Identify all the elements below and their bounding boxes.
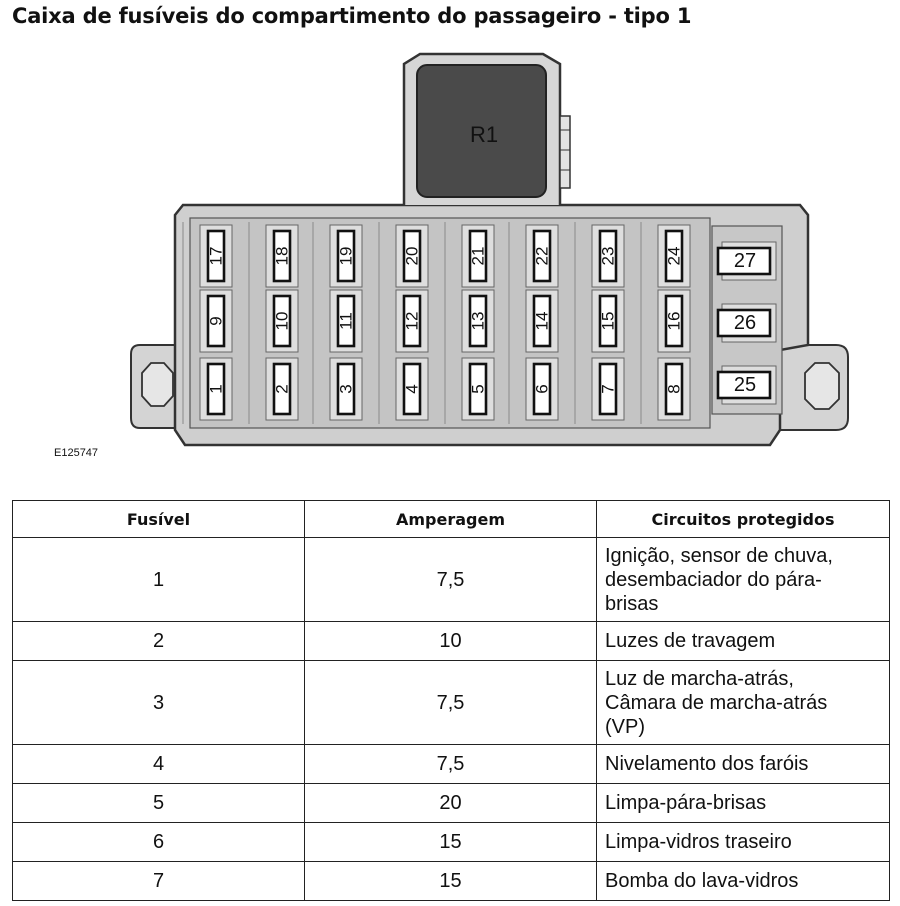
fuse-4	[396, 358, 428, 420]
circuits	[597, 622, 890, 661]
table-header-row	[13, 501, 890, 538]
fuse-7	[592, 358, 624, 420]
fuse-label: 6	[532, 384, 552, 394]
fuse-label: 15	[598, 311, 618, 331]
table-row	[13, 862, 890, 901]
side-fuses	[718, 242, 776, 404]
fuse-3	[330, 358, 362, 420]
fuse-2	[266, 358, 298, 420]
circuit-line: (VP)	[605, 715, 645, 738]
figure-code: E125747	[54, 447, 99, 459]
amperage: 20	[305, 784, 597, 823]
fuse-number: 5	[13, 784, 305, 823]
fuse-number: 1	[13, 538, 305, 622]
fuse-label: 8	[664, 384, 684, 394]
fuse-label: 3	[336, 384, 356, 394]
amperage: 7,5	[305, 538, 597, 622]
fuse-label: 22	[532, 246, 552, 266]
amperage: 10	[305, 622, 597, 661]
page-title: Caixa de fusíveis do compartimento do passageiro - tipo 1	[12, 4, 692, 28]
fuse-1	[200, 358, 232, 420]
table-row	[13, 661, 890, 745]
circuit-line: Ignição, sensor de chuva,	[605, 544, 833, 567]
fuse-label: 10	[272, 311, 292, 331]
circuit-line: Câmara de marcha-atrás	[605, 691, 828, 714]
circuit-line: Luz de marcha-atrás,	[605, 667, 794, 690]
circuit-line: Limpa-pára-brisas	[605, 792, 767, 814]
fuse-label: 27	[733, 250, 757, 272]
circuits	[597, 823, 890, 862]
fuse-label: 20	[402, 246, 422, 266]
right-mounting-tab	[780, 345, 848, 430]
circuit-line: Bomba do lava-vidros	[605, 870, 799, 892]
fuse-18	[266, 225, 298, 287]
header-circuits: Circuitos protegidos	[597, 501, 890, 538]
fuse-20	[396, 225, 428, 287]
fuse-26	[718, 304, 776, 342]
table-row	[13, 823, 890, 862]
fuse-number: 7	[13, 862, 305, 901]
fuse-24	[658, 225, 690, 287]
amperage: 15	[305, 823, 597, 862]
fuse-label: 1	[206, 384, 226, 394]
fuse-11	[330, 290, 362, 352]
fuse-label: 2	[272, 384, 292, 394]
amperage: 7,5	[305, 745, 597, 784]
fuse-label: 21	[468, 246, 488, 266]
fuse-27	[718, 242, 776, 280]
fuse-label: 13	[468, 311, 488, 331]
table-row	[13, 745, 890, 784]
amperage: 15	[305, 862, 597, 901]
fuse-9	[200, 290, 232, 352]
left-mounting-tab	[131, 345, 180, 428]
circuit-line: Nivelamento dos faróis	[605, 753, 809, 775]
fuse-label: 5	[468, 384, 488, 394]
header-fuse: Fusível	[13, 501, 305, 538]
fuse-label: 19	[336, 246, 356, 266]
fuse-23	[592, 225, 624, 287]
fuse-15	[592, 290, 624, 352]
fuse-5	[462, 358, 494, 420]
circuits	[597, 538, 890, 622]
fuse-17	[200, 225, 232, 287]
fuse-label: 12	[402, 311, 422, 331]
fuse-label: 11	[336, 312, 356, 330]
fuse-21	[462, 225, 494, 287]
fuse-label: 9	[206, 316, 226, 326]
circuits	[597, 745, 890, 784]
fuse-16	[658, 290, 690, 352]
fuse-22	[526, 225, 558, 287]
fuse-label: 18	[272, 246, 292, 266]
circuits	[597, 784, 890, 823]
fuse-label: 4	[402, 384, 422, 394]
circuit-line: Luzes de travagem	[605, 630, 776, 652]
fuse-number: 6	[13, 823, 305, 862]
circuit-line: Limpa-vidros traseiro	[605, 831, 792, 853]
table-row	[13, 538, 890, 622]
fuse-14	[526, 290, 558, 352]
fuse-table	[12, 500, 890, 901]
fuse-label: 16	[664, 311, 684, 331]
table-row	[13, 622, 890, 661]
relay-label-r1: R1	[469, 122, 499, 147]
fuse-8	[658, 358, 690, 420]
fuse-label: 24	[664, 246, 684, 266]
fuse-25	[718, 366, 776, 404]
fuse-label: 26	[733, 312, 757, 334]
circuits	[597, 661, 890, 745]
circuit-line: desembaciador do pára-	[605, 568, 822, 591]
fuse-number: 2	[13, 622, 305, 661]
header-amperage: Amperagem	[305, 501, 597, 538]
amperage: 7,5	[305, 661, 597, 745]
fuse-label: 7	[598, 384, 618, 394]
fuse-label: 14	[532, 311, 552, 331]
fuse-12	[396, 290, 428, 352]
fuse-6	[526, 358, 558, 420]
fuse-19	[330, 225, 362, 287]
circuit-line: brisas	[605, 592, 659, 615]
fuse-number: 4	[13, 745, 305, 784]
fuse-10	[266, 290, 298, 352]
fuse-label: 25	[733, 374, 757, 396]
table-row	[13, 784, 890, 823]
fuse-label: 23	[598, 246, 618, 266]
fuse-13	[462, 290, 494, 352]
fuse-number: 3	[13, 661, 305, 745]
fuse-label: 17	[206, 246, 226, 266]
circuits	[597, 862, 890, 901]
